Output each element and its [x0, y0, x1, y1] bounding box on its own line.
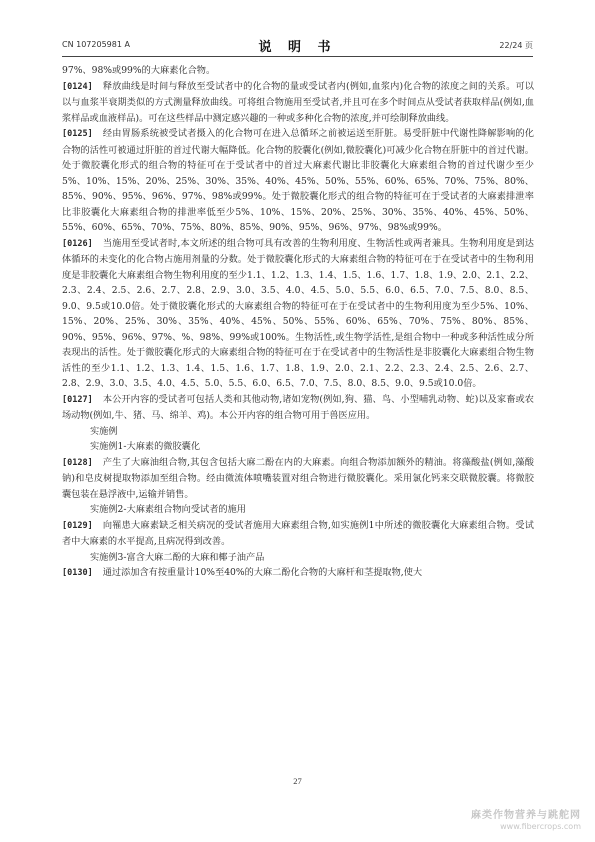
paragraph-text: 经由胃肠系统被受试者摄入的化合物可在进入总循环之前被运送至肝脏。易受肝脏中代谢性降解影响的化合物的活性可被通过肝脏的首过代谢大幅降低。化合物的胶囊化(例如,微胶囊化)可减少化合物在肝脏中的首过代谢。处于微胶囊化形式的组合物的特征可在于受试者中的首过大麻素代谢比非胶囊化大麻素组合物的首过代谢少至少5%、10%、15%、20%、25%、30%、35%、40%、45%、50%、55%、60%、65%、70%、75%、80%、85%、90%、95%、96%、97%、98%或99%。处于微胶囊化形式的组合物的特征可在于受试者的大麻素排泄率比非胶囊化大麻素组合物的排泄率低至少5%、10%、15%、20%、25%、30%、35%、40%、45%、50%、55%、60%、65%、70%、75%、80%、85%、90%、95%、96%、97%、98%或99%。	[62, 128, 534, 233]
paragraph-0129	[62, 518, 534, 550]
page-reference: 22/24 页	[499, 41, 533, 50]
paragraph-text: 本公开内容的受试者可包括人类和其他动物,诸如宠物(例如,狗、猫、鸟、小型哺乳动物、蛇)以及家畜或农场动物(例如,牛、猪、马、绵羊、鸡)。本公开内容的组合物可用于兽医应用。	[62, 393, 534, 421]
paragraph-0124	[62, 79, 534, 127]
paragraph-text: 释放曲线是时间与释放至受试者中的化合物的量或受试者内(例如,血浆内)化合物的浓度之间的关系。可以以与血浆半衰期类似的方式测量释放曲线。可将组合物施用至受试者,并且可在多个时间点从受试者获取样品(例如,血浆样品或血液样品)。可在这些样品中测定感兴趣的一种或多种化合物的浓度,并可绘制释放曲线。	[62, 80, 534, 124]
patent-number: CN 107205981 A	[62, 40, 130, 49]
paragraph-number: [0125]	[62, 129, 93, 139]
paragraph-0130	[62, 565, 534, 582]
paragraph-number: [0129]	[62, 520, 93, 531]
example-3-heading: 实施例3-富含大麻二酚的大麻和椰子油产品	[90, 551, 265, 563]
example-2-heading: 实施例2-大麻素组合物向受试者的施用	[90, 504, 246, 515]
example-1-heading: 实施例1-大麻素的微胶囊化	[90, 441, 201, 452]
paragraph-number: [0127]	[62, 394, 93, 405]
paragraph-number: [0128]	[62, 457, 93, 468]
paragraph-text: 当施用至受试者时,本文所述的组合物可具有改善的生物利用度、生物活性或两者兼具。生物利用度是到达体循环的未变化的化合物占施用剂量的分数。处于微胶囊化形式的大麻素组合物的特征可在于在受试者中的生物利用度是非胶囊化大麻素组合物生物利用度的至少1.1、1.2、1.3、1.4、1.5、1.6、1.7、1.8、1.9、2.0、2.1、2.2、2.3、2.4、2.5、2.6、2.7、2.8、2.9、3.0、3.5、4.0、4.5、5.0、5.5、6.0、6.5、7.0、7.5、8.0、8.5、9.0、9.5或10.0倍。处于微胶囊化形式的大麻素组合物的特征可在于在受试者中的生物利用度为至少5%、10%、15%、20%、25%、30%、35%、40%、45%、50%、55%、60%、65%、70%、75%、80%、85%、90%、95%、96%、97%、%、98%、99%或100%。生物活性,或生物学活性,是组合物中一种或多种活性成分所表现出的活性。处于微胶囊化形式的大麻素组合物的特征可在于在受试者中的生物活性是非胶囊化大麻素组合物生物活性的至少1.1、1.2、1.3、1.4、1.5、1.6、1.7、1.8、1.9、2.0、2.1、2.2、2.3、2.4、2.5、2.6、2.7、2.8、2.9、3.0、3.5、4.0、4.5、5.0、5.5、6.0、6.5、7.0、7.5、8.0、8.5、9.0、9.5或10.0倍。	[62, 237, 534, 389]
paragraph-text: 通过添加含有按重量计10%至40%的大麻二酚化合物的大麻杆和茎提取物,使大	[102, 567, 423, 578]
document-body	[62, 63, 534, 582]
paragraph-continuation: 97%、98%或99%的大麻素化合物。	[62, 65, 216, 76]
paragraph-0125	[62, 126, 534, 236]
paragraph-0127	[62, 392, 534, 424]
section-heading-examples: 实施例	[90, 425, 118, 437]
document-title: 说 明 书	[258, 40, 337, 55]
paragraph-number: [0130]	[62, 568, 93, 578]
site-watermark	[471, 810, 581, 832]
page-header	[62, 36, 533, 54]
paragraph-number: [0126]	[62, 238, 93, 249]
paragraph-0128	[62, 455, 534, 503]
paragraph-number: [0124]	[62, 81, 93, 92]
watermark-title: 麻类作物营养与跳舵网	[471, 810, 581, 821]
paragraph-text: 产生了大麻油组合物,其包含包括大麻二酚在内的大麻素。向组合物添加额外的精油。将藻酸盐(例如,藻酸钠)和皂皮树提取物添加至组合物。经由微流体喷嘴装置对组合物进行微胶囊化。采用氯化钙来交联微胶囊。将微胶囊包装在悬浮液中,运输并销售。	[62, 456, 534, 500]
header-rule	[62, 56, 533, 57]
watermark-url: www.fibercrops.com	[500, 822, 581, 831]
page-number: 27	[293, 776, 302, 786]
paragraph-0126	[62, 236, 534, 392]
paragraph-text: 向罹患大麻素缺乏相关病况的受试者施用大麻素组合物,如实施例1中所述的微胶囊化大麻素组合物。受试者中大麻素的水平提高,且病况得到改善。	[62, 519, 534, 547]
